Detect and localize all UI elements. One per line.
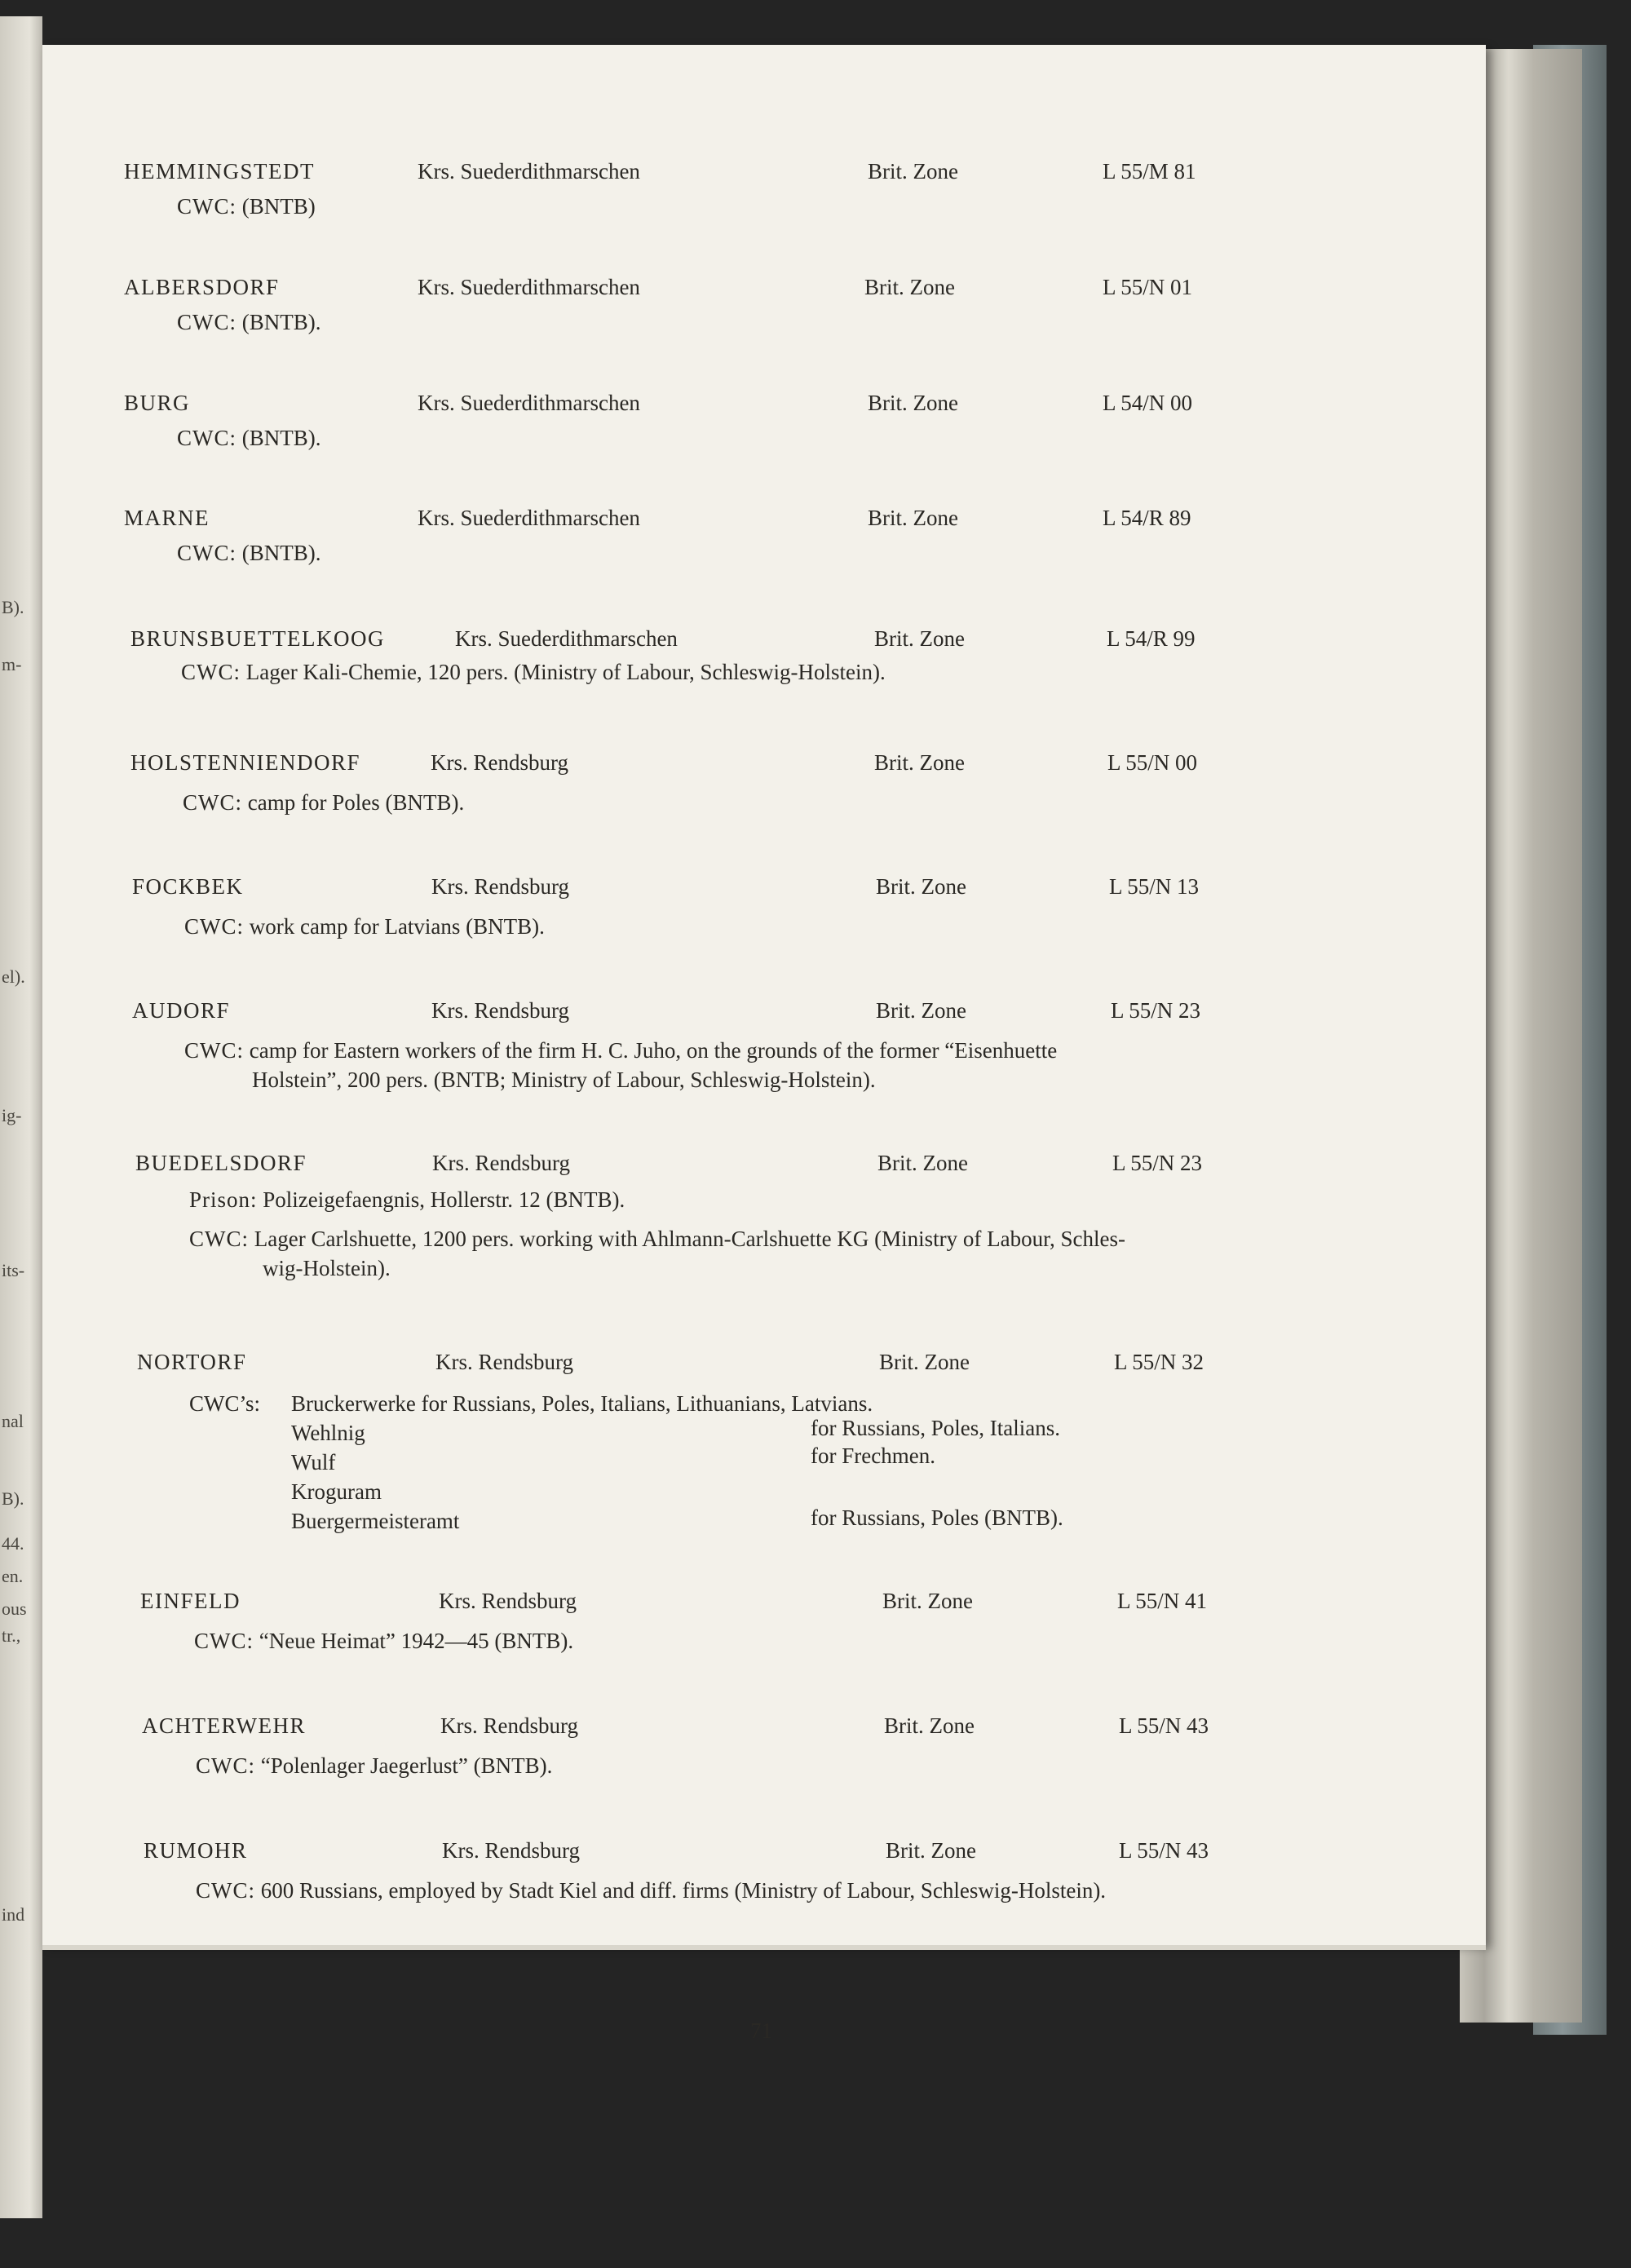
district: Krs. Suederdithmarschen xyxy=(418,391,640,415)
entry-hemmingstedt xyxy=(42,159,1486,218)
map-reference: L 55/N 43 xyxy=(1119,1838,1209,1863)
zone: Brit. Zone xyxy=(868,391,958,415)
place-name: HEMMINGSTEDT xyxy=(124,159,315,183)
district: Krs. Rendsburg xyxy=(440,1713,579,1738)
entry-holstenniendorf xyxy=(42,750,1486,815)
map-reference: L 55/N 01 xyxy=(1103,275,1192,299)
zone: Brit. Zone xyxy=(874,750,965,775)
map-reference: L 55/N 41 xyxy=(1117,1589,1207,1613)
place-name: RUMOHR xyxy=(144,1838,248,1863)
entry-marne xyxy=(42,506,1486,564)
map-reference: L 55/N 23 xyxy=(1111,998,1200,1023)
cwc-detail: for Russians, Poles, Italians. xyxy=(811,1416,1060,1440)
entry-line xyxy=(177,192,1620,221)
entry-rumohr xyxy=(42,1838,1486,1903)
margin-fragment: 44. xyxy=(2,1533,24,1554)
line-label: CWC: xyxy=(184,1038,245,1063)
entry-line xyxy=(181,657,1624,687)
cwc-detail: for Frechmen. xyxy=(811,1443,935,1468)
line-continuation: Holstein”, 200 pers. (BNTB; Ministry of Labour, Schleswig-Holstein). xyxy=(252,1068,876,1092)
line-label: CWC: xyxy=(181,660,241,684)
zone: Brit. Zone xyxy=(868,506,958,530)
place-name: MARNE xyxy=(124,506,210,530)
line-label: CWC: xyxy=(177,426,237,450)
line-label: CWC: xyxy=(183,790,243,815)
line-label: CWC: xyxy=(177,194,237,219)
line-text: camp for Eastern workers of the firm H. C. Juho, on the grounds of the former “Eisenhuette xyxy=(249,1038,1058,1063)
line-label: CWC: xyxy=(177,310,237,334)
district: Krs. Rendsburg xyxy=(431,998,570,1023)
zone: Brit. Zone xyxy=(886,1838,976,1863)
entry-line xyxy=(189,1224,1631,1283)
map-reference: L 55/N 00 xyxy=(1107,750,1197,775)
map-reference: L 54/R 89 xyxy=(1103,506,1191,530)
document-page xyxy=(42,45,1486,1945)
district: Krs. Suederdithmarschen xyxy=(418,506,640,530)
district: Krs. Rendsburg xyxy=(432,1151,571,1175)
place-name: ACHTERWEHR xyxy=(142,1713,306,1738)
district: Krs. Rendsburg xyxy=(439,1589,577,1613)
margin-fragment: nal xyxy=(2,1411,24,1431)
district: Krs. Rendsburg xyxy=(431,750,569,775)
line-text: Lager Carlshuette, 1200 pers. working with Ahlmann-Carlshuette KG (Ministry of Labour, Schles- xyxy=(254,1227,1125,1251)
place-name: BUEDELSDORF xyxy=(135,1151,307,1175)
margin-fragment: B). xyxy=(2,597,24,617)
margin-fragment: ig- xyxy=(2,1105,22,1125)
line-label: Prison: xyxy=(189,1187,258,1212)
margin-fragment: its- xyxy=(2,1260,25,1280)
line-text: (BNTB). xyxy=(241,310,321,334)
entry-buedelsdorf xyxy=(42,1151,1486,1280)
line-text: (BNTB). xyxy=(241,541,321,565)
entry-brunsbuettelkoog xyxy=(42,626,1486,685)
district: Krs. Rendsburg xyxy=(431,874,570,899)
district: Krs. Suederdithmarschen xyxy=(418,275,640,299)
entry-line xyxy=(196,1751,1631,1780)
line-text: Polizeigefaengnis, Hollerstr. 12 (BNTB). xyxy=(263,1187,625,1212)
cwc-name: Wulf xyxy=(291,1450,336,1474)
zone: Brit. Zone xyxy=(864,275,955,299)
map-reference: L 55/M 81 xyxy=(1103,159,1196,183)
district: Krs. Rendsburg xyxy=(442,1838,581,1863)
entry-fockbek xyxy=(42,874,1486,939)
zone: Brit. Zone xyxy=(884,1713,975,1738)
entry-achterwehr xyxy=(42,1713,1486,1778)
line-text: Lager Kali-Chemie, 120 pers. (Ministry of Labour, Schleswig-Holstein). xyxy=(245,660,886,684)
cwc-detail: for Russians, Poles (BNTB). xyxy=(811,1505,1063,1530)
zone: Brit. Zone xyxy=(879,1350,970,1374)
line-label: CWC: xyxy=(194,1629,254,1653)
entry-line xyxy=(194,1626,1631,1656)
margin-fragment: el). xyxy=(2,966,25,987)
place-name: EINFELD xyxy=(140,1589,241,1613)
entry-nortorf xyxy=(42,1350,1486,1533)
line-label: CWC: xyxy=(189,1227,250,1251)
margin-fragment: B). xyxy=(2,1488,24,1509)
cwc-name: Wehlnig xyxy=(291,1421,365,1445)
map-reference: L 54/R 99 xyxy=(1107,626,1196,651)
place-name: BURG xyxy=(124,391,191,415)
cwc-name: Kroguram xyxy=(291,1479,382,1504)
margin-fragment: m- xyxy=(2,654,22,674)
place-name: AUDORF xyxy=(132,998,231,1023)
map-reference: L 55/N 13 xyxy=(1109,874,1199,899)
margin-fragment: tr., xyxy=(2,1625,21,1646)
line-text: 600 Russians, employed by Stadt Kiel and diff. firms (Ministry of Labour, Schleswig-Holstein). xyxy=(260,1878,1107,1903)
line-label: CWC: xyxy=(177,541,237,565)
line-text: camp for Poles (BNTB). xyxy=(247,790,465,815)
cwc-name: Buergermeisteramt xyxy=(291,1509,460,1533)
margin-fragment: en. xyxy=(2,1566,24,1586)
zone: Brit. Zone xyxy=(882,1589,973,1613)
place-name: FOCKBEK xyxy=(132,874,244,899)
district: Krs. Rendsburg xyxy=(435,1350,574,1374)
zone: Brit. Zone xyxy=(868,159,958,183)
district: Krs. Suederdithmarschen xyxy=(418,159,640,183)
line-label: CWC: xyxy=(196,1753,256,1778)
line-label: CWC: xyxy=(184,914,245,939)
line-text: work camp for Latvians (BNTB). xyxy=(249,914,545,939)
line-text: (BNTB) xyxy=(241,194,316,219)
entry-line xyxy=(177,423,1620,453)
line-label: CWC’s: xyxy=(189,1391,261,1416)
entry-line xyxy=(177,307,1620,337)
entry-line xyxy=(184,1036,1628,1094)
entry-albersdorf xyxy=(42,275,1486,334)
entry-line xyxy=(189,1185,1631,1214)
place-name: HOLSTENNIENDORF xyxy=(130,750,360,775)
zone: Brit. Zone xyxy=(876,998,966,1023)
place-name: ALBERSDORF xyxy=(124,275,280,299)
margin-fragment: ous xyxy=(2,1598,27,1619)
zone: Brit. Zone xyxy=(876,874,966,899)
line-continuation: wig-Holstein). xyxy=(263,1256,391,1280)
entry-audorf xyxy=(42,998,1486,1092)
line-text: (BNTB). xyxy=(241,426,321,450)
entry-line xyxy=(196,1876,1631,1905)
map-reference: L 55/N 23 xyxy=(1112,1151,1202,1175)
entry-line xyxy=(177,538,1620,568)
entry-burg xyxy=(42,391,1486,449)
facing-page-edge xyxy=(0,16,42,2218)
place-name: BRUNSBUETTELKOOG xyxy=(130,626,385,651)
entry-line xyxy=(183,788,1626,817)
line-text: “Neue Heimat” 1942—45 (BNTB). xyxy=(259,1629,574,1653)
entry-line xyxy=(184,912,1628,941)
map-reference: L 55/N 43 xyxy=(1119,1713,1209,1738)
page-number: 71 xyxy=(750,2018,772,2043)
zone: Brit. Zone xyxy=(877,1151,968,1175)
district: Krs. Suederdithmarschen xyxy=(455,626,678,651)
entry-einfeld xyxy=(42,1589,1486,1653)
map-reference: L 55/N 32 xyxy=(1114,1350,1204,1374)
zone: Brit. Zone xyxy=(874,626,965,651)
margin-fragment: ind xyxy=(2,1904,25,1925)
page-shadow xyxy=(42,1945,1486,1950)
line-text: “Polenlager Jaegerlust” (BNTB). xyxy=(260,1753,553,1778)
place-name: NORTORF xyxy=(137,1350,247,1374)
line-label: CWC: xyxy=(196,1878,256,1903)
map-reference: L 54/N 00 xyxy=(1103,391,1192,415)
cwc-list xyxy=(42,1389,1486,1536)
cwc-name: Bruckerwerke for Russians, Poles, Italians, Lithuanians, Latvians. xyxy=(291,1391,873,1416)
